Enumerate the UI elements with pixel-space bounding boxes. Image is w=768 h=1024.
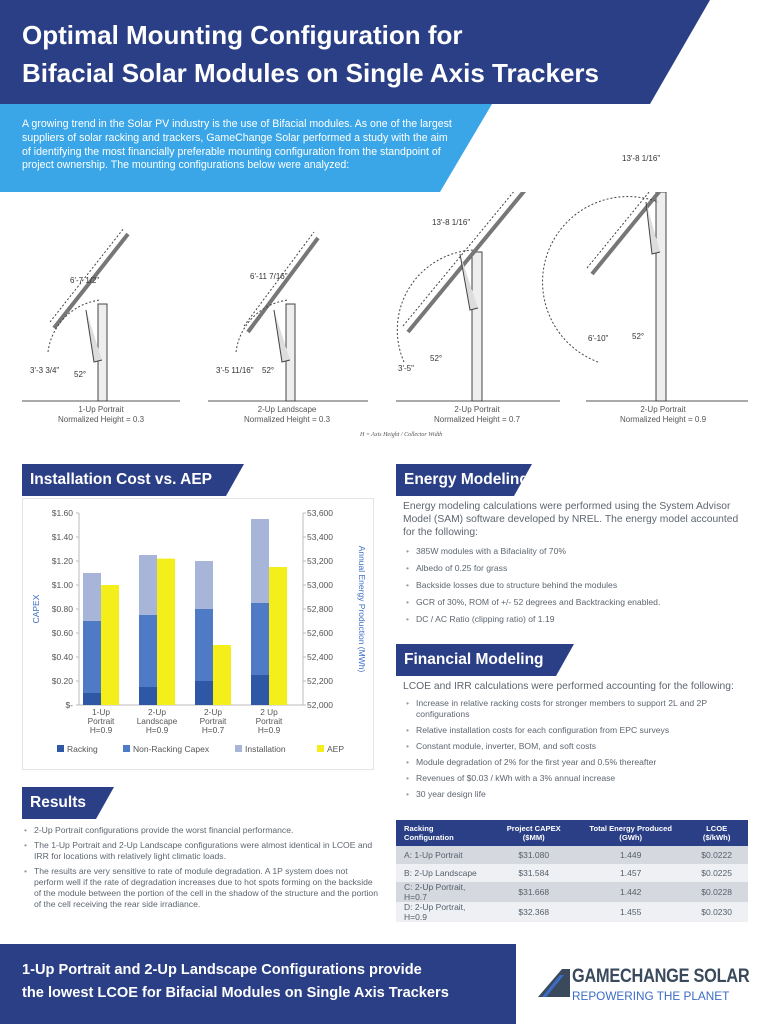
table-cell: $0.0222	[685, 846, 748, 864]
bar-racking	[139, 687, 157, 705]
y2-tick-label: 52,400	[307, 652, 333, 662]
legend-swatch	[123, 745, 130, 752]
bar-non-racking-capex	[83, 621, 101, 693]
results-item: • 2-Up Portrait configurations provide the worst financial performance.	[22, 825, 378, 836]
diagram-height-3: Normalized Height = 0.7	[433, 415, 521, 424]
results-list	[22, 825, 378, 914]
page-title-line-2: Bifacial Solar Modules on Single Axis Trackers	[22, 58, 600, 88]
dim-angle-3: 52°	[430, 354, 443, 363]
bar-non-racking-capex	[139, 615, 157, 687]
table-cell: A: 1-Up Portrait	[396, 846, 491, 864]
y-tick-label: $0.60	[51, 628, 73, 638]
results-section-header	[22, 787, 114, 819]
table-row	[396, 864, 748, 882]
table-row	[396, 882, 748, 902]
y2-tick-label: 53,400	[307, 532, 333, 542]
chart-section-header	[22, 464, 244, 496]
diagram-1up-portrait	[48, 228, 128, 401]
diagram-name-3: 2-Up Portrait	[454, 405, 500, 414]
y-tick-label: $0.20	[51, 676, 73, 686]
table-cell: 1.442	[576, 882, 685, 902]
legend-label: AEP	[327, 744, 345, 754]
table-cell: 1.455	[576, 902, 685, 922]
footer-line-1: 1-Up Portrait and 2-Up Landscape Configurations provide	[22, 962, 422, 978]
x-tick-label: H=0.9	[257, 725, 281, 735]
page-title-line-1: Optimal Mounting Configuration for	[22, 20, 463, 50]
table-cell: $0.0228	[685, 882, 748, 902]
bar-aep	[101, 585, 119, 705]
table-header: Total Energy Produced (GWh)	[576, 820, 685, 846]
legend-swatch	[317, 745, 324, 752]
diagram-name-4: 2-Up Portrait	[640, 405, 686, 414]
height-formula: H = Axis Height / Collector Width	[360, 432, 443, 438]
gamechange-logo-icon	[538, 965, 570, 997]
bar-aep	[269, 567, 287, 705]
bar-non-racking-capex	[195, 609, 213, 681]
y-tick-label: $1.40	[51, 532, 73, 542]
bar-installation	[83, 573, 101, 621]
dim-module-1: 6'-7 1/2"	[70, 276, 100, 285]
bar-installation	[139, 555, 157, 615]
legend-label: Racking	[67, 744, 98, 754]
table-cell: $0.0225	[685, 864, 748, 882]
y2-tick-label: 52,800	[307, 604, 333, 614]
y2-tick-label: 52,200	[307, 676, 333, 686]
energy-list	[404, 546, 748, 631]
diagram-name-1: 1-Up Portrait	[78, 405, 124, 414]
dim-module-3: 13'-8 1/16"	[432, 218, 471, 227]
dim-clearance-1: 3'-3 3/4"	[30, 366, 60, 375]
financial-section-header	[396, 644, 574, 676]
dim-module-2: 6'-11 7/16"	[250, 272, 288, 281]
legend-swatch	[57, 745, 64, 752]
diagram-label-1	[26, 405, 176, 425]
results-item: • The results are very sensitive to rate of module degradation. A 1P system does not perform well if the rate of degradation increases due to hot spots forming on the backside of the module between the portion of the cell in the shadow of the structure and the portion of the cell receiving the rear side irradiance.	[22, 866, 378, 910]
financial-item: • Module degradation of 2% for the first year and 0.5% thereafter	[404, 757, 748, 768]
table-cell: $32.368	[491, 902, 576, 922]
financial-item: • Increase in relative racking costs for stronger members to support 2L and 2P configurations	[404, 698, 748, 720]
table-header: Project CAPEX ($MM)	[491, 820, 576, 846]
dim-angle-4: 52°	[632, 332, 645, 341]
y-axis-title: CAPEX	[31, 594, 41, 624]
table-cell: $0.0230	[685, 902, 748, 922]
table-cell: $31.668	[491, 882, 576, 902]
dim-clearance-3: 3'-5"	[398, 364, 414, 373]
table-cell: B: 2-Up Landscape	[396, 864, 491, 882]
table-cell: 1.449	[576, 846, 685, 864]
table-header: LCOE ($/kWh)	[685, 820, 748, 846]
intro-text: A growing trend in the Solar PV industry is the use of Bifacial modules. As one of the largest suppliers of solar racking and trackers, GameChange Solar performed a study with the aim of identifying the most financially preferable mounting configuration from the standpoint of project ownership. The mounting configurations below were analyzed:	[22, 118, 452, 172]
x-tick-label: H=0.9	[145, 725, 169, 735]
financial-item: • 30 year design life	[404, 789, 748, 800]
diagram-2up-portrait-09	[543, 192, 708, 401]
diagram-label-2	[212, 405, 362, 425]
chart-section-title: Installation Cost vs. AEP	[30, 471, 213, 488]
results-item: • The 1-Up Portrait and 2-Up Landscape configurations were almost identical in LCOE and IRR for locations with relatively light climatic loads.	[22, 840, 378, 862]
diagram-label-4	[588, 405, 738, 425]
legend-label: Non-Racking Capex	[133, 744, 210, 754]
table-cell: D: 2-Up Portrait, H=0.9	[396, 902, 491, 922]
y-tick-label: $-	[65, 700, 73, 710]
financial-item: • Constant module, inverter, BOM, and soft costs	[404, 741, 748, 752]
financial-list	[404, 698, 748, 805]
y2-axis-title: Annual Energy Production (MWh)	[357, 545, 367, 673]
x-tick-label: H=0.7	[201, 725, 225, 735]
table-row	[396, 902, 748, 922]
energy-item: • GCR of 30%, ROM of +/- 52 degrees and Backtracking enabled.	[404, 597, 748, 608]
y2-tick-label: 52,600	[307, 628, 333, 638]
table-cell: $31.080	[491, 846, 576, 864]
y2-tick-label: 53,000	[307, 580, 333, 590]
logo-name: GAMECHANGE SOLAR	[572, 966, 750, 987]
table-cell: C: 2-Up Portrait, H=0.7	[396, 882, 491, 902]
dim-angle-2: 52°	[262, 366, 275, 375]
diagram-height-4: Normalized Height = 0.9	[619, 415, 707, 424]
energy-item: • Albedo of 0.25 for grass	[404, 563, 748, 574]
energy-item: • DC / AC Ratio (clipping ratio) of 1.19	[404, 614, 748, 625]
financial-item: • Relative installation costs for each configuration from EPC surveys	[404, 725, 748, 736]
diagram-height-2: Normalized Height = 0.3	[243, 415, 331, 424]
diagram-height-1: Normalized Height = 0.3	[57, 415, 145, 424]
diagram-label-3	[402, 405, 552, 425]
dim-clearance-2: 3'-5 11/16"	[216, 366, 254, 375]
logo-tagline: REPOWERING THE PLANET	[572, 989, 730, 1003]
bar-racking	[251, 675, 269, 705]
y-tick-label: $1.60	[51, 508, 73, 518]
bar-installation	[251, 519, 269, 603]
bar-installation	[195, 561, 213, 609]
y-tick-label: $0.40	[51, 652, 73, 662]
x-tick-label: 2 Up	[260, 707, 278, 717]
legend-label: Installation	[245, 744, 286, 754]
y-tick-label: $0.80	[51, 604, 73, 614]
bar-aep	[213, 645, 231, 705]
footer-line-2: the lowest LCOE for Bifacial Modules on Single Axis Trackers	[22, 985, 449, 1001]
diagram-name-2: 2-Up Landscape	[257, 405, 317, 414]
y-tick-label: $1.20	[51, 556, 73, 566]
financial-text: LCOE and IRR calculations were performed accounting for the following:	[403, 681, 734, 692]
dim-angle-1: 52°	[74, 370, 87, 379]
energy-section-header	[396, 464, 532, 496]
energy-item: • 385W modules with a Bifaciality of 70%	[404, 546, 748, 557]
bar-aep	[157, 559, 175, 705]
financial-item: • Revenues of $0.03 / kWh with a 3% annual increase	[404, 773, 748, 784]
bar-non-racking-capex	[251, 603, 269, 675]
energy-item: • Backside losses due to structure behind the modules	[404, 580, 748, 591]
table-cell: $31.584	[491, 864, 576, 882]
chart-canvas	[23, 499, 375, 771]
x-tick-label: Portrait	[199, 716, 227, 726]
y2-tick-label: 52,000	[307, 700, 333, 710]
x-tick-label: 2-Up	[204, 707, 222, 717]
energy-section-title: Energy Modeling	[404, 471, 529, 488]
x-tick-label: Portrait	[255, 716, 283, 726]
table-header-row	[396, 820, 748, 846]
x-tick-label: Portrait	[87, 716, 115, 726]
dim-clearance-4: 6'-10"	[588, 334, 609, 343]
financial-section-title: Financial Modeling	[404, 651, 544, 668]
table-cell: 1.457	[576, 864, 685, 882]
lcoe-table	[396, 820, 748, 922]
table-row	[396, 846, 748, 864]
energy-text: Energy modeling calculations were performed using the System Advisor Model (SAM) software developed by NREL. The energy model accounted for the following:	[403, 501, 739, 538]
x-tick-label: 1-Up	[92, 707, 110, 717]
legend-swatch	[235, 745, 242, 752]
x-tick-label: 2-Up	[148, 707, 166, 717]
cost-aep-chart	[22, 498, 374, 770]
y2-tick-label: 53,600	[307, 508, 333, 518]
bar-racking	[195, 681, 213, 705]
y2-tick-label: 53,200	[307, 556, 333, 566]
dim-module-4: 13'-8 1/16"	[622, 154, 661, 163]
bar-racking	[83, 693, 101, 705]
x-tick-label: H=0.9	[89, 725, 113, 735]
table-header: Racking Configuration	[396, 820, 491, 846]
x-tick-label: Landscape	[136, 716, 178, 726]
y-tick-label: $1.00	[51, 580, 73, 590]
results-section-title: Results	[30, 794, 86, 811]
diagram-2up-landscape	[236, 232, 318, 401]
title-banner	[0, 0, 768, 104]
